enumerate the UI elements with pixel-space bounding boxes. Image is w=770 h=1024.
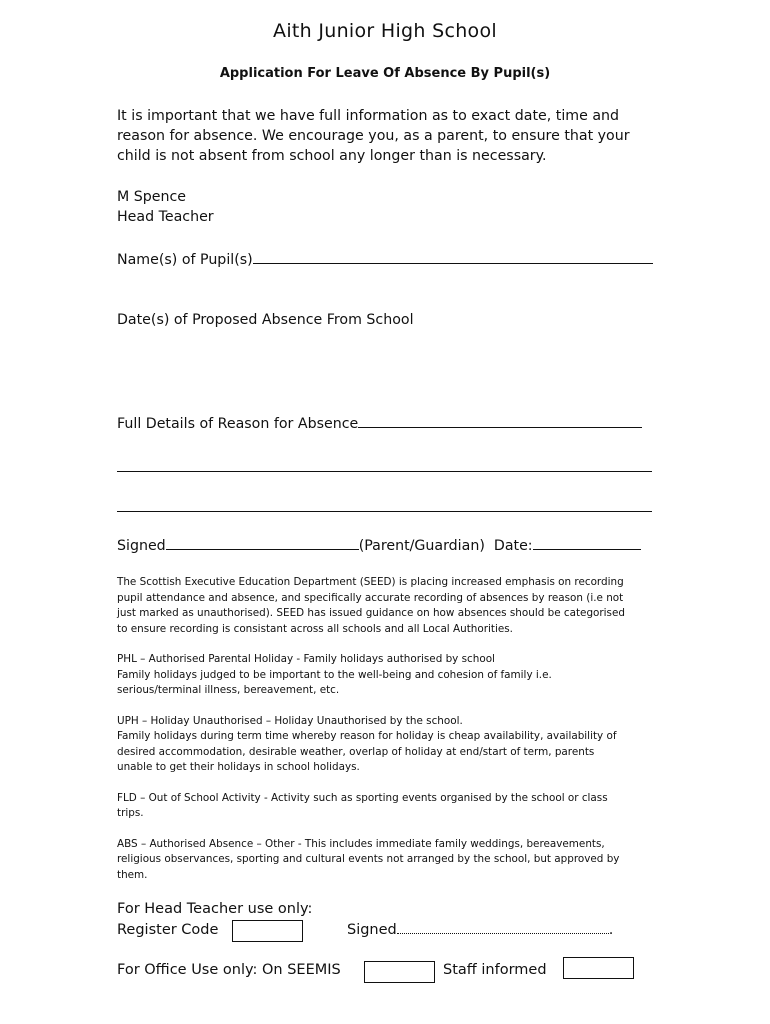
signatory (117, 187, 662, 227)
reason-input[interactable] (358, 413, 642, 428)
head-teacher-name: M Spence (117, 189, 187, 205)
intro-line: reason for absence. We encourage you, as a parent, to ensure that your (117, 128, 630, 144)
head-signature-input[interactable] (397, 921, 609, 934)
absence-dates-label: Date(s) of Proposed Absence From School (117, 312, 414, 328)
reason-line-3[interactable] (117, 511, 652, 512)
seed-note: The Scottish Executive Education Department (SEED) is placing increased emphasis on recording pupil attendance and absence, and specifically accurate recording of absences by reason (i.e not just marked as unauthorised). SEED has issued guidance on how absences should be categorised to ensure recording is consistant across all schools and all Local Authorities. (117, 576, 625, 635)
reason-row (117, 413, 662, 434)
head-teacher-role: Head Teacher (117, 209, 214, 225)
pupil-names-row (117, 249, 662, 270)
form-title: Application For Leave Of Absence By Pupil(s) (219, 66, 551, 81)
signature-row (117, 535, 662, 556)
school-name: Aith Junior High School (273, 20, 497, 42)
register-code-box[interactable] (232, 920, 303, 942)
pupil-names-input[interactable] (253, 249, 653, 264)
uph-note: UPH – Holiday Unauthorised – Holiday Unauthorised by the school. Family holidays during term time whereby reason for holiday is cheap availability, availability of desired accommodation, desirable weather, overlap of holiday at end/start of term, parents unable to get their holidays in school holidays. (117, 714, 617, 773)
office-use-label: For Office Use only: On SEEMIS (117, 962, 341, 978)
intro-paragraph (117, 106, 662, 166)
pupil-names-label: Name(s) of Pupil(s) (117, 252, 253, 268)
fld-note: FLD – Out of School Activity - Activity such as sporting events organised by the school or class trips. (117, 791, 608, 819)
head-signed-label: Signed (347, 922, 397, 938)
abs-note: ABS – Authorised Absence – Other - This includes immediate family weddings, bereavements, religious observances, sporting and cultural events not arranged by the school, but approved by them. (117, 837, 620, 881)
date-input[interactable] (533, 535, 641, 550)
date-label: Date: (493, 538, 533, 554)
parent-guardian-label: (Parent/Guardian) (358, 538, 485, 554)
head-signed-row: Signed . (347, 922, 614, 938)
reason-line-2[interactable] (117, 471, 652, 472)
signed-label: Signed (117, 538, 166, 554)
intro-line: It is important that we have full information as to exact date, time and (117, 108, 620, 124)
notes-section (117, 575, 662, 898)
staff-informed-box[interactable] (563, 957, 634, 979)
seemis-box[interactable] (364, 961, 435, 983)
absence-dates-area[interactable] (117, 334, 652, 394)
signature-input[interactable] (166, 535, 359, 550)
reason-label: Full Details of Reason for Absence (117, 416, 359, 432)
phl-note: PHL – Authorised Parental Holiday - Family holidays authorised by school Family holidays judged to be important to the well-being and cohesion of family i.e. serious/terminal illness, bereavement, etc. (117, 653, 552, 696)
register-code-label: Register Code (117, 922, 219, 938)
intro-line: child is not absent from school any longer than is necessary. (117, 148, 547, 164)
head-teacher-use-label: For Head Teacher use only: (117, 901, 313, 917)
staff-informed-label: Staff informed (443, 962, 547, 978)
